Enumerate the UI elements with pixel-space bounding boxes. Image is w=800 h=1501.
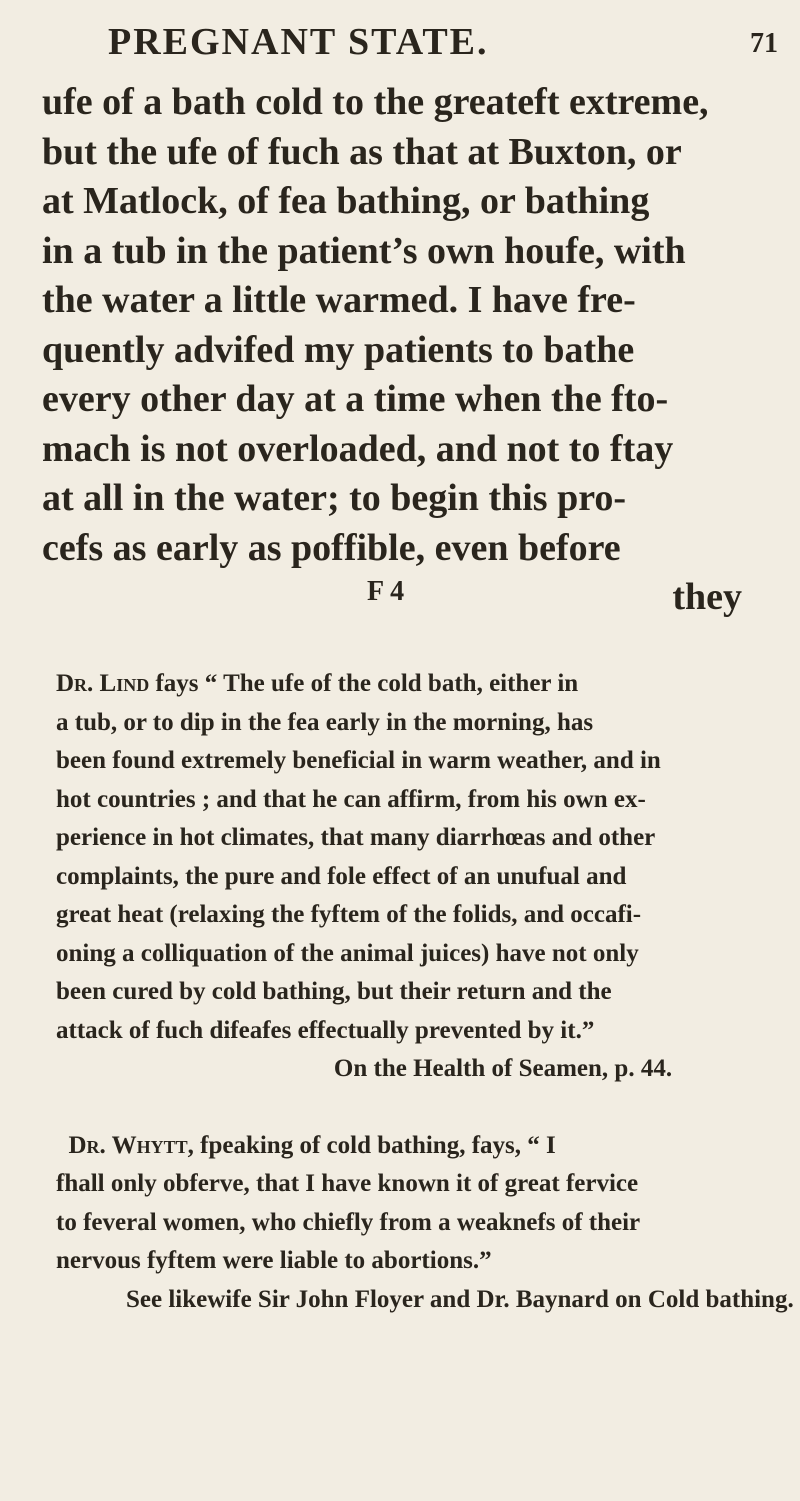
text-line: ufe of a bath cold to the greateft extreme, [42, 81, 709, 123]
text-line: cefs as early as poffible, even before [42, 526, 621, 569]
text-line: at all in the water; to begin this pro- [42, 477, 627, 519]
text-line: quently advifed my patients to bathe [42, 328, 635, 371]
catchword: they [672, 576, 742, 618]
note-line: fpeaking of cold bathing, fays, “ I [200, 1131, 556, 1159]
text-line: the water a little warmed. I have fre- [42, 279, 636, 321]
note-line: nervous fyftem were liable to abortions.” [56, 1247, 492, 1274]
note-line: been found extremely beneficial in warm weather, and in [56, 747, 661, 774]
footnote-block [56, 665, 794, 1319]
running-head: PREGNANT STATE. [108, 21, 489, 63]
whytt-note-first-line [56, 1127, 770, 1166]
main-text-block [42, 78, 770, 623]
text-line: at Matlock, of fea bathing, or bathing [42, 180, 650, 222]
note-line: perience in hot climates, that many diarrhœas and other [56, 824, 656, 851]
signature-mark: F 4 [367, 576, 405, 607]
note-line: oning a colliquation of the animal juices) have not only [56, 939, 639, 967]
text-line: but the ufe of fuch as that at Buxton, or [42, 130, 682, 173]
lind-note-first-line [56, 665, 770, 704]
note-line: a tub, or to dip in the fea early in the morning, has [56, 708, 594, 736]
note-line: great heat (relaxing the fyftem of the folids, and occafi- [56, 901, 642, 928]
note-line: fays “ The ufe of the cold bath, either in [155, 670, 579, 697]
note-line: hot countries ; and that he can affirm, from his own ex- [56, 785, 646, 813]
page-number: 71 [750, 28, 778, 59]
text-line: in a tub in the patient’s own houfe, with [42, 229, 686, 272]
see-also-note: See likewife Sir John Floyer and Dr. Baynard on Cold bathing. [126, 1285, 794, 1313]
lind-citation: On the Health of Seamen, p. 44. [333, 1055, 673, 1082]
author-name-whytt: Dr. Whytt, [68, 1131, 194, 1159]
author-name-lind: Dr. Lind [56, 670, 150, 697]
text-line: mach is not overloaded, and not to ftay [42, 427, 674, 470]
note-line: attack of fuch difeafes effectually prevented by it.” [56, 1016, 595, 1044]
note-spacer [56, 1089, 770, 1127]
page-header [108, 20, 788, 68]
note-line: complaints, the pure and fole effect of an unufual and [56, 862, 627, 890]
note-line: fhall only obferve, that I have known it of great fervice [56, 1170, 639, 1197]
text-line: every other day at a time when the fto- [42, 378, 669, 420]
note-line: been cured by cold bathing, but their return and the [56, 978, 612, 1005]
note-line: to feveral women, who chiefly from a weaknefs of their [56, 1208, 641, 1236]
